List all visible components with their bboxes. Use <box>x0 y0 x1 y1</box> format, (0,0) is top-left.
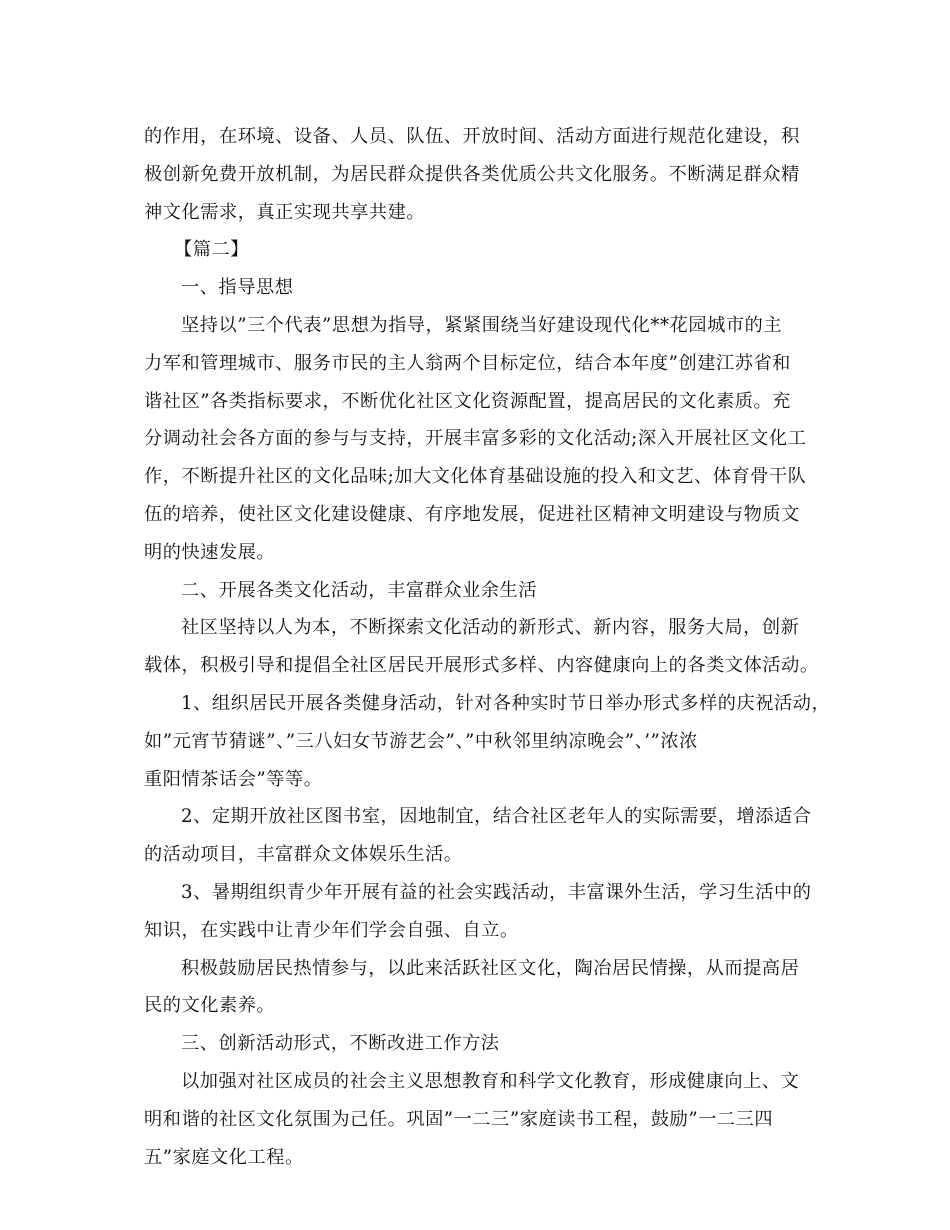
paragraph-line: 五”家庭文化工程。 <box>144 1146 304 1168</box>
list-item-line: 知识，在实践中让青少年们学会自强、自立。 <box>144 919 519 941</box>
paragraph-line: 载体，积极引导和提倡全社区居民开展形式多样、内容健康向上的各类文体活动。 <box>144 655 819 677</box>
section-heading: 一、指导思想 <box>181 277 294 299</box>
list-item-line: 的活动项目，丰富群众文体娱乐生活。 <box>144 844 463 866</box>
section-heading: 二、开展各类文化活动，丰富群众业余生活 <box>181 579 538 601</box>
paragraph-line: 明和谐的社区文化氛围为己任。巩固”一二三”家庭读书工程，鼓励”一二三四 <box>144 1108 774 1130</box>
paragraph-line: 作，不断提升社区的文化品味;加大文化体育基础设施的投入和文艺、体育骨干队 <box>144 466 807 488</box>
paragraph-line: 以加强对社区成员的社会主义思想教育和科学文化教育，形成健康向上、文 <box>181 1070 800 1092</box>
section-marker: 【篇二】 <box>174 239 249 261</box>
list-item-line: 3、暑期组织青少年开展有益的社会实践活动，丰富课外生活，学习生活中的 <box>181 881 812 903</box>
paragraph-line: 谐社区”各类指标要求，不断优化社区文化资源配置，提高居民的文化素质。充 <box>144 390 791 412</box>
paragraph-line: 积极鼓励居民热情参与，以此来活跃社区文化，陶冶居民情操，从而提高居 <box>181 957 800 979</box>
section-heading: 三、创新活动形式，不断改进工作方法 <box>181 1033 500 1055</box>
paragraph-line: 明的快速发展。 <box>144 541 276 563</box>
paragraph-line: 极创新免费开放机制，为居民群众提供各类优质公共文化服务。不断满足群众精 <box>144 163 800 185</box>
paragraph-line: 坚持以”三个代表”思想为指导，紧紧围绕当好建设现代化**花园城市的主 <box>181 314 783 336</box>
paragraph-line: 神文化需求，真正实现共享共建。 <box>144 201 426 223</box>
paragraph-line: 伍的培养，使社区文化建设健康、有序地发展，促进社区精神文明建设与物质文 <box>144 503 800 525</box>
paragraph-line: 力军和管理城市、服务市民的主人翁两个目标定位，结合本年度”创建江苏省和 <box>144 352 791 374</box>
list-item-line: 重阳情茶话会”等等。 <box>144 768 323 790</box>
paragraph-line: 民的文化素养。 <box>144 995 276 1017</box>
list-item-line: 如”元宵节猜谜”、”三八妇女节游艺会”、”中秋邻里纳凉晚会”、’”浓浓 <box>144 730 698 752</box>
list-item-line: 2、定期开放社区图书室，因地制宜，结合社区老年人的实际需要，增添适合 <box>181 806 812 828</box>
paragraph-line: 分调动社会各方面的参与与支持，开展丰富多彩的文化活动;深入开展社区文化工 <box>144 428 807 450</box>
paragraph-line: 的作用，在环境、设备、人员、队伍、开放时间、活动方面进行规范化建设，积 <box>144 126 800 147</box>
paragraph-line: 社区坚持以人为本，不断探索文化活动的新形式、新内容，服务大局，创新 <box>181 617 800 639</box>
list-item-line: 1、组织居民开展各类健身活动，针对各种实时节日举办形式多样的庆祝活动， <box>181 692 831 714</box>
document-body <box>144 118 831 1176</box>
